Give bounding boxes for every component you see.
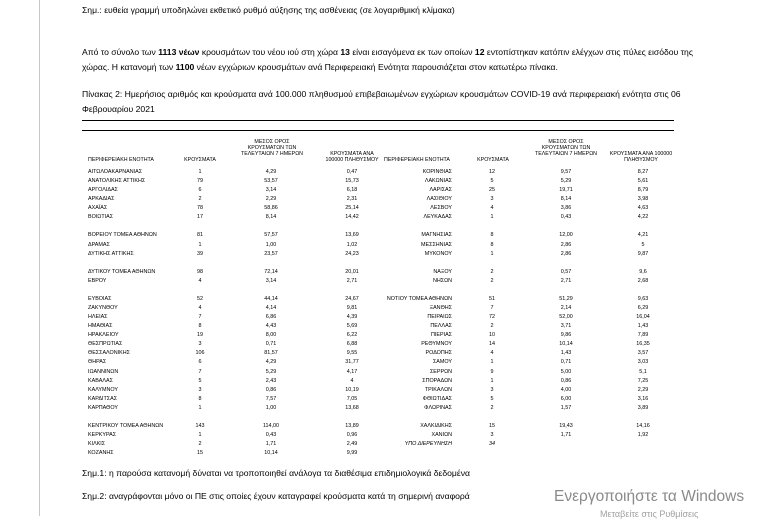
- cases-cell: 25: [489, 187, 495, 194]
- avg7-cell: 1,57: [560, 404, 572, 411]
- per100k-cell: 13,89: [345, 422, 359, 429]
- per100k-cell: 0,96: [346, 432, 358, 439]
- per100k-cell: 6,22: [346, 332, 358, 339]
- unit-cell: ΗΛΕΙΑΣ: [88, 314, 108, 321]
- unit-cell: ΚΟΡΙΝΘΙΑΣ: [422, 169, 452, 175]
- cases-cell: 34: [489, 441, 495, 448]
- per100k-cell: 8,27: [637, 169, 649, 175]
- unit-cell: ΞΑΝΘΗΣ: [429, 305, 452, 312]
- avg7-cell: 1,71: [560, 432, 572, 439]
- per100k-cell: 9,55: [346, 350, 358, 357]
- per100k-cell: 3,57: [637, 350, 649, 357]
- per100k-cell: 9,63: [637, 295, 649, 302]
- per100k-cell: 2,68: [637, 277, 649, 284]
- unit-cell: ΥΠΟ ΔΙΕΡΕΥΝΗΣΗ: [404, 441, 452, 448]
- per100k-cell: 16,35: [636, 341, 650, 348]
- cases-cell: 3: [490, 196, 494, 203]
- unit-cell: ΑΡΚΑΔΙΑΣ: [88, 196, 115, 203]
- avg7-cell: 2,86: [560, 241, 572, 248]
- unit-cell: ΚΑΡΔΙΤΣΑΣ: [88, 395, 118, 402]
- cases-cell: 2: [490, 277, 494, 284]
- cases-cell: 5: [490, 395, 494, 402]
- per100k-cell: 5,69: [346, 323, 358, 330]
- cases-cell: 8: [490, 241, 494, 248]
- unit-cell: ΣΕΡΡΩΝ: [429, 368, 452, 375]
- avg7-cell: 5,29: [265, 368, 277, 375]
- cases-cell: 3: [198, 341, 202, 348]
- cases-cell: 2: [198, 441, 202, 448]
- unit-cell: ΛΕΣΒΟΥ: [430, 205, 452, 212]
- avg7-cell: 4,29: [265, 169, 277, 175]
- cases-cell: 15: [489, 422, 495, 429]
- unit-cell: ΚΑΡΠΑΘΟΥ: [88, 404, 118, 411]
- per100k-cell: 6,88: [346, 341, 358, 348]
- unit-cell: ΚΕΡΚΥΡΑΣ: [88, 432, 117, 439]
- cases-cell: 106: [195, 350, 205, 357]
- cases-cell: 7: [490, 305, 494, 312]
- avg7-cell: 6,00: [560, 395, 572, 402]
- unit-cell: ΚΑΒΑΛΑΣ: [88, 377, 113, 384]
- avg7-cell: 19,71: [559, 187, 573, 194]
- avg7-cell: 1,71: [265, 441, 277, 448]
- per100k-cell: 1,43: [637, 323, 649, 330]
- per100k-cell: 9,81: [346, 305, 358, 312]
- avg7-cell: 53,57: [264, 178, 278, 185]
- avg7-cell: 4,29: [265, 359, 277, 366]
- per100k-cell: 5,61: [637, 178, 649, 185]
- per100k-cell: 25,14: [345, 205, 359, 212]
- per100k-cell: 2,49: [346, 441, 358, 448]
- intro-paragraph: Από το σύνολο των 1113 νέων κρουσμάτων του νέου ιού στη χώρα 13 είναι εισαγόμενα εκ των οποίων 12 εντοπίστηκαν κατόπιν ελέγχων στις πύλες εισόδου της χώρας. Η κατανομή των 1100 νέων εγχώριων κρουσμάτων ανά Περιφερειακή Ενότητα παρουσιάζεται στον κατωτέρω πίνακα.: [82, 47, 693, 72]
- avg7-cell: 10,14: [559, 341, 573, 348]
- per100k-cell: 7,05: [346, 395, 358, 402]
- avg7-cell: 8,00: [265, 332, 277, 339]
- windows-activation-subtext: Μεταβείτε στις Ρυθμίσεις: [600, 509, 699, 519]
- per100k-cell: 2,71: [346, 277, 358, 284]
- per100k-cell: 4,22: [637, 214, 649, 221]
- cases-cell: 8: [490, 232, 494, 239]
- unit-cell: ΦΛΩΡΙΝΑΣ: [424, 404, 452, 411]
- avg7-cell: 1,00: [265, 241, 277, 248]
- cases-cell: 78: [197, 205, 203, 212]
- cases-cell: 52: [197, 295, 203, 302]
- avg7-cell: 4,43: [265, 323, 277, 330]
- header-cases-left: ΚΡΟΥΣΜΑΤΑ: [184, 157, 216, 163]
- avg7-cell: 10,14: [264, 450, 278, 457]
- avg7-cell: 5,29: [560, 178, 572, 185]
- unit-cell: ΤΡΙΚΑΛΩΝ: [424, 386, 452, 393]
- unit-cell: ΣΑΜΟΥ: [432, 359, 452, 366]
- per100k-cell: 7,25: [637, 377, 649, 384]
- cases-cell: 51: [489, 295, 495, 302]
- unit-cell: ΒΟΙΩΤΙΑΣ: [88, 214, 114, 221]
- per100k-cell: 2,31: [346, 196, 358, 203]
- cases-cell: 1: [490, 250, 494, 257]
- cases-cell: 3: [490, 386, 494, 393]
- cases-cell: 10: [489, 332, 495, 339]
- cases-cell: 1: [198, 432, 202, 439]
- per100k-cell: 4: [350, 377, 354, 384]
- cases-cell: 4: [198, 277, 202, 284]
- table-second-rule: [82, 130, 674, 131]
- unit-cell: ΘΗΡΑΣ: [88, 359, 107, 366]
- avg7-cell: 114,00: [262, 422, 280, 429]
- avg7-cell: 12,00: [559, 232, 573, 239]
- avg7-cell: 7,57: [265, 395, 277, 402]
- per100k-cell: 4,63: [637, 205, 649, 212]
- unit-cell: ΧΑΛΚΙΔΙΚΗΣ: [420, 422, 452, 429]
- avg7-cell: 6,86: [265, 314, 277, 321]
- per100k-cell: 13,69: [345, 232, 359, 239]
- header-avg7-right: ΜΕΣΟΣ ΟΡΟΣ ΚΡΟΥΣΜΑΤΩΝ ΤΩΝ ΤΕΛΕΥΤΑΙΩΝ 7 ΗΜΕΡΩΝ: [535, 139, 597, 157]
- unit-cell: ΕΥΒΟΙΑΣ: [88, 295, 112, 302]
- cases-cell: 6: [198, 187, 202, 194]
- per100k-cell: 24,23: [345, 250, 359, 257]
- per100k-cell: 6,18: [346, 187, 358, 194]
- per100k-cell: 15,73: [345, 178, 359, 185]
- unit-cell: ΛΕΥΚΑΔΑΣ: [423, 214, 452, 221]
- table-top-rule: [82, 120, 674, 121]
- avg7-cell: 1,00: [265, 404, 277, 411]
- cases-cell: 4: [490, 350, 494, 357]
- per100k-cell: 3,16: [637, 395, 649, 402]
- per100k-cell: 20,01: [345, 268, 359, 275]
- cases-cell: 6: [198, 359, 202, 366]
- note-1: Σημ.1: η παρούσα κατανομή δύναται να τροποποιηθεί ανάλογα τα διαθέσιμα επιδημιολογικά δεδομένα: [82, 468, 470, 478]
- unit-cell: ΡΟΔΟΠΗΣ: [425, 350, 452, 357]
- unit-cell: ΦΘΙΩΤΙΔΑΣ: [422, 395, 452, 402]
- avg7-cell: 44,14: [264, 295, 278, 302]
- avg7-cell: 2,43: [265, 377, 277, 384]
- unit-cell: ΔΡΑΜΑΣ: [88, 241, 110, 248]
- cases-cell: 5: [198, 377, 202, 384]
- unit-cell: ΑΝΑΤΟΛΙΚΗΣ ΑΤΤΙΚΗΣ: [88, 178, 146, 185]
- avg7-cell: 2,86: [560, 250, 572, 257]
- unit-cell: ΕΒΡΟΥ: [88, 277, 107, 284]
- per100k-cell: 9,87: [637, 250, 649, 257]
- avg7-cell: 0,57: [560, 268, 572, 275]
- avg7-cell: 9,57: [560, 169, 572, 175]
- avg7-cell: 2,14: [560, 305, 572, 312]
- unit-cell: ΚΑΛΥΜΝΟΥ: [88, 386, 118, 393]
- header-per100k-right: ΚΡΟΥΣΜΑΤΑ ΑΝΑ 100000 ΠΛΗΘΥΣΜΟΥ: [609, 151, 673, 163]
- per100k-cell: 24,67: [345, 295, 359, 302]
- note-2: Σημ.2: αναγράφονται μόνο οι ΠΕ στις οποίες έχουν καταγραφεί κρούσματα κατά τη σημερινή αναφορά: [82, 491, 470, 501]
- avg7-cell: 81,57: [264, 350, 278, 357]
- cases-cell: 81: [197, 232, 203, 239]
- cases-cell: 2: [198, 196, 202, 203]
- per100k-cell: 4,17: [346, 368, 358, 375]
- avg7-cell: 0,86: [265, 386, 277, 393]
- unit-cell: ΙΩΑΝΝΙΝΩΝ: [88, 368, 119, 375]
- unit-cell: ΠΕΛΛΑΣ: [430, 323, 452, 330]
- unit-cell: ΝΗΣΩΝ: [432, 277, 452, 284]
- unit-cell: ΛΑΚΩΝΙΑΣ: [424, 178, 452, 185]
- avg7-cell: 5,00: [560, 368, 572, 375]
- per100k-cell: 9,99: [346, 450, 358, 457]
- cases-cell: 2: [490, 323, 494, 330]
- unit-cell: ΧΑΝΙΩΝ: [431, 432, 452, 439]
- avg7-cell: 0,43: [560, 214, 572, 221]
- cases-cell: 4: [490, 205, 494, 212]
- unit-cell: ΚΟΖΑΝΗΣ: [88, 450, 114, 457]
- per100k-cell: 0,47: [346, 169, 358, 175]
- page-edge-line: [39, 0, 40, 516]
- avg7-cell: 51,29: [559, 295, 573, 302]
- unit-cell: ΠΙΕΡΙΑΣ: [430, 332, 452, 339]
- avg7-cell: 0,43: [265, 432, 277, 439]
- avg7-cell: 2,29: [265, 196, 277, 203]
- per100k-cell: 16,04: [636, 314, 650, 321]
- unit-cell: ΛΑΡΙΣΑΣ: [429, 187, 452, 194]
- cases-cell: 5: [490, 178, 494, 185]
- unit-cell: ΣΠΟΡΑΔΩΝ: [422, 377, 452, 384]
- per100k-cell: 1,92: [637, 432, 649, 439]
- avg7-cell: 4,00: [560, 386, 572, 393]
- avg7-cell: 52,00: [559, 314, 573, 321]
- cases-cell: 1: [490, 214, 494, 221]
- per100k-cell: 4,39: [346, 314, 358, 321]
- cases-cell: 9: [490, 368, 494, 375]
- header-per100k-left: ΚΡΟΥΣΜΑΤΑ ΑΝΑ 100000 ΠΛΗΘΥΣΜΟΥ: [325, 151, 379, 163]
- header-cases-right: ΚΡΟΥΣΜΑΤΑ: [477, 157, 509, 163]
- unit-cell: ΑΧΑΪΑΣ: [88, 205, 108, 212]
- cases-cell: 1: [198, 169, 202, 175]
- avg7-cell: 72,14: [264, 268, 278, 275]
- per100k-cell: 13,68: [345, 404, 359, 411]
- note-log-scale: Σημ.: ευθεία γραμμή υποδηλώνει εκθετικό ρυθμό αύξησης της ασθένειας (σε λογαριθμική κλίμακα): [82, 5, 455, 15]
- cases-cell: 1: [490, 377, 494, 384]
- avg7-cell: 9,86: [560, 332, 572, 339]
- cases-cell: 12: [489, 169, 495, 175]
- avg7-cell: 0,71: [560, 359, 572, 366]
- avg7-cell: 58,86: [264, 205, 278, 212]
- per100k-cell: 14,42: [345, 214, 359, 221]
- cases-cell: 1: [490, 359, 494, 366]
- per100k-cell: 6,29: [637, 305, 649, 312]
- unit-cell: ΡΕΘΥΜΝΟΥ: [421, 341, 452, 348]
- cases-cell: 19: [197, 332, 203, 339]
- cases-cell: 2: [490, 268, 494, 275]
- avg7-cell: 8,14: [560, 196, 572, 203]
- unit-cell: ΚΙΛΚΙΣ: [88, 441, 106, 448]
- windows-activation-watermark: Ενεργοποιήστε τα Windows: [554, 488, 745, 505]
- unit-cell: ΔΥΤΙΚΗΣ ΑΤΤΙΚΗΣ: [88, 250, 134, 257]
- unit-cell: ΝΟΤΙΟΥ ΤΟΜΕΑ ΑΘΗΝΩΝ: [386, 295, 452, 302]
- unit-cell: ΝΑΞΟΥ: [433, 268, 452, 275]
- cases-cell: 143: [195, 422, 205, 429]
- cases-cell: 7: [198, 314, 202, 321]
- avg7-cell: 3,14: [265, 277, 277, 284]
- avg7-cell: 23,57: [264, 250, 278, 257]
- cases-cell: 98: [197, 268, 203, 275]
- per100k-cell: 9,6: [639, 268, 647, 275]
- unit-cell: ΗΜΑΘΙΑΣ: [88, 323, 113, 330]
- header-unit-left: ΠΕΡΙΦΕΡΕΙΑΚΗ ΕΝΟΤΗΤΑ: [88, 157, 154, 163]
- unit-cell: ΜΕΣΣΗΝΙΑΣ: [421, 241, 452, 248]
- per100k-cell: 5: [641, 241, 645, 248]
- cases-cell: 1: [198, 241, 202, 248]
- cases-cell: 3: [198, 386, 202, 393]
- per100k-cell: 10,19: [345, 386, 359, 393]
- avg7-cell: 57,57: [264, 232, 278, 239]
- per100k-cell: 7,89: [637, 332, 649, 339]
- unit-cell: ΠΕΙΡΑΙΩΣ: [427, 314, 452, 321]
- cases-cell: 15: [197, 450, 203, 457]
- per100k-cell: 31,77: [345, 359, 359, 366]
- per100k-cell: 3,98: [637, 196, 649, 203]
- avg7-cell: 3,86: [560, 205, 572, 212]
- avg7-cell: 3,71: [560, 323, 572, 330]
- avg7-cell: 8,14: [265, 214, 277, 221]
- unit-cell: ΛΑΣΙΘΙΟΥ: [426, 196, 452, 203]
- per100k-cell: 2,29: [637, 386, 649, 393]
- per100k-cell: 4,21: [637, 232, 649, 239]
- avg7-cell: 0,86: [560, 377, 572, 384]
- table-caption: Πίνακας 2: Ημερήσιος αριθμός και κρούσματα ανά 100.000 πληθυσμού επιβεβαιωμένων εγχώριων κρουσμάτων COVID-19 ανά περιφερειακή ενότητα στις 06 Φεβρουαρίου 2021: [82, 89, 681, 114]
- unit-cell: ΑΙΤΩΛΟΑΚΑΡΝΑΝΙΑΣ: [88, 169, 143, 175]
- avg7-cell: 2,71: [560, 277, 572, 284]
- avg7-cell: 3,14: [265, 187, 277, 194]
- cases-cell: 1: [198, 404, 202, 411]
- cases-cell: 8: [198, 323, 202, 330]
- header-avg7-left: ΜΕΣΟΣ ΟΡΟΣ ΚΡΟΥΣΜΑΤΩΝ ΤΩΝ ΤΕΛΕΥΤΑΙΩΝ 7 ΗΜΕΡΩΝ: [241, 139, 303, 157]
- avg7-cell: 0,71: [265, 341, 277, 348]
- cases-cell: 79: [197, 178, 203, 185]
- cases-cell: 72: [489, 314, 495, 321]
- cases-cell: 39: [197, 250, 203, 257]
- avg7-cell: 1,43: [560, 350, 572, 357]
- unit-cell: ΘΕΣΠΡΩΤΙΑΣ: [88, 341, 123, 348]
- cases-cell: 7: [198, 368, 202, 375]
- cases-cell: 3: [490, 432, 494, 439]
- per100k-cell: 14,16: [636, 422, 650, 429]
- cases-cell: 4: [198, 305, 202, 312]
- avg7-cell: 4,14: [265, 305, 277, 312]
- unit-cell: ΜΑΓΝΗΣΙΑΣ: [421, 232, 452, 239]
- per100k-cell: 3,89: [637, 404, 649, 411]
- cases-cell: 14: [489, 341, 495, 348]
- per100k-cell: 5,1: [639, 368, 647, 375]
- cases-cell: 17: [197, 214, 203, 221]
- unit-cell: ΒΟΡΕΙΟΥ ΤΟΜΕΑ ΑΘΗΝΩΝ: [88, 232, 157, 239]
- cases-cell: 2: [490, 404, 494, 411]
- per100k-cell: 8,79: [637, 187, 649, 194]
- cases-cell: 8: [198, 395, 202, 402]
- per100k-cell: 3,03: [637, 359, 649, 366]
- per100k-cell: 1,02: [346, 241, 358, 248]
- unit-cell: ΔΥΤΙΚΟΥ ΤΟΜΕΑ ΑΘΗΝΩΝ: [88, 268, 156, 275]
- unit-cell: ΖΑΚΥΝΘΟΥ: [88, 305, 118, 312]
- unit-cell: ΜΥΚΟΝΟΥ: [424, 250, 452, 257]
- avg7-cell: 19,43: [559, 422, 573, 429]
- header-unit-right: ΠΕΡΙΦΕΡΕΙΑΚΗ ΕΝΟΤΗΤΑ: [384, 157, 450, 163]
- unit-cell: ΗΡΑΚΛΕΙΟΥ: [88, 332, 119, 339]
- unit-cell: ΘΕΣΣΑΛΟΝΙΚΗΣ: [88, 350, 130, 357]
- unit-cell: ΚΕΝΤΡΙΚΟΥ ΤΟΜΕΑ ΑΘΗΝΩΝ: [88, 422, 164, 429]
- unit-cell: ΑΡΓΟΛΙΔΑΣ: [88, 187, 118, 194]
